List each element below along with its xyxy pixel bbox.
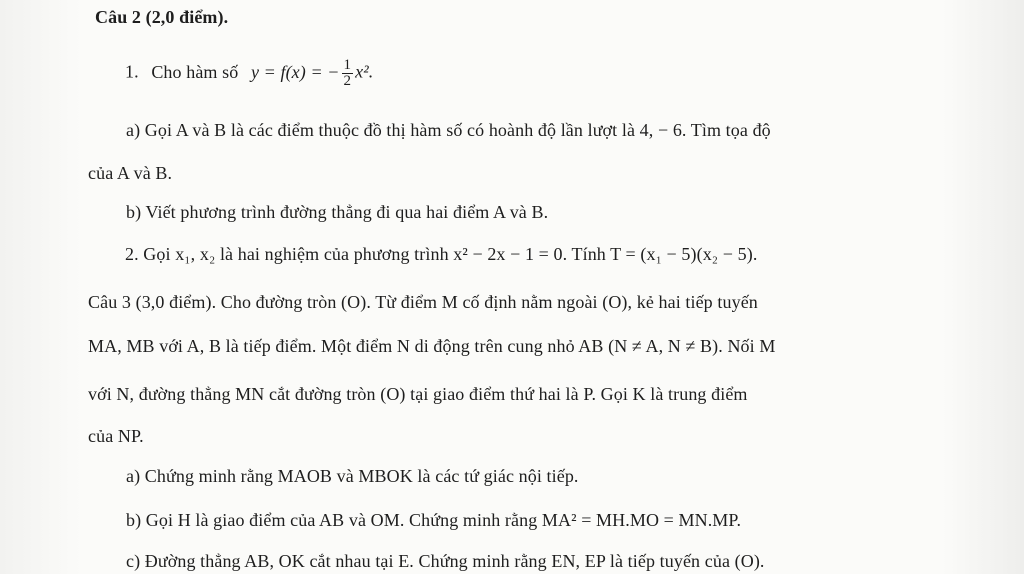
question-2-title: Câu 2 (2,0 điểm). [95, 7, 229, 27]
part-1a-line-2: của A và B. [88, 163, 173, 183]
part-1b: b) Viết phương trình đường thẳng đi qua hai điểm A và B. [126, 202, 549, 222]
question-3c: c) Đường thẳng AB, OK cắt nhau tại E. Chứng minh rằng EN, EP là tiếp tuyến của (O). [126, 551, 765, 571]
question-3-line-2: MA, MB với A, B là tiếp điểm. Một điểm N di động trên cung nhỏ AB (N ≠ A, N ≠ B). Nối M [88, 336, 776, 356]
fraction-numerator: 1 [343, 57, 352, 73]
part-1a-line-1: a) Gọi A và B là các điểm thuộc đồ thị hàm số có hoành độ lần lượt là 4, − 6. Tìm tọa độ [126, 120, 771, 140]
question-3-line-3: với N, đường thẳng MN cắt đường tròn (O) tại giao điểm thứ hai là P. Gọi K là trung điểm [88, 384, 748, 404]
question-3-line-1: Câu 3 (3,0 điểm). Cho đường tròn (O). Từ điểm M cố định nằm ngoài (O), kẻ hai tiếp tuyến [88, 292, 758, 312]
function-lhs: y = f(x) = − [250, 61, 340, 82]
fraction-denominator: 2 [343, 73, 352, 89]
question-3b: b) Gọi H là giao điểm của AB và OM. Chứng minh rằng MA² = MH.MO = MN.MP. [126, 510, 742, 530]
function-rhs: x². [355, 61, 374, 82]
fraction-one-half [342, 58, 354, 89]
part-1-text: Cho hàm số [151, 61, 239, 82]
question-2-part-2: 2. Gọi x₁, x₂ là hai nghiệm của phương trình x² − 2x − 1 = 0. Tính T = (x₁ − 5)(x₂ − 5). [125, 244, 758, 264]
part-1-number: 1. [125, 61, 139, 82]
question-2-part-1 [125, 58, 373, 89]
question-3-line-4: của NP. [88, 426, 144, 446]
question-3a: a) Chứng minh rằng MAOB và MBOK là các tứ giác nội tiếp. [126, 466, 579, 486]
